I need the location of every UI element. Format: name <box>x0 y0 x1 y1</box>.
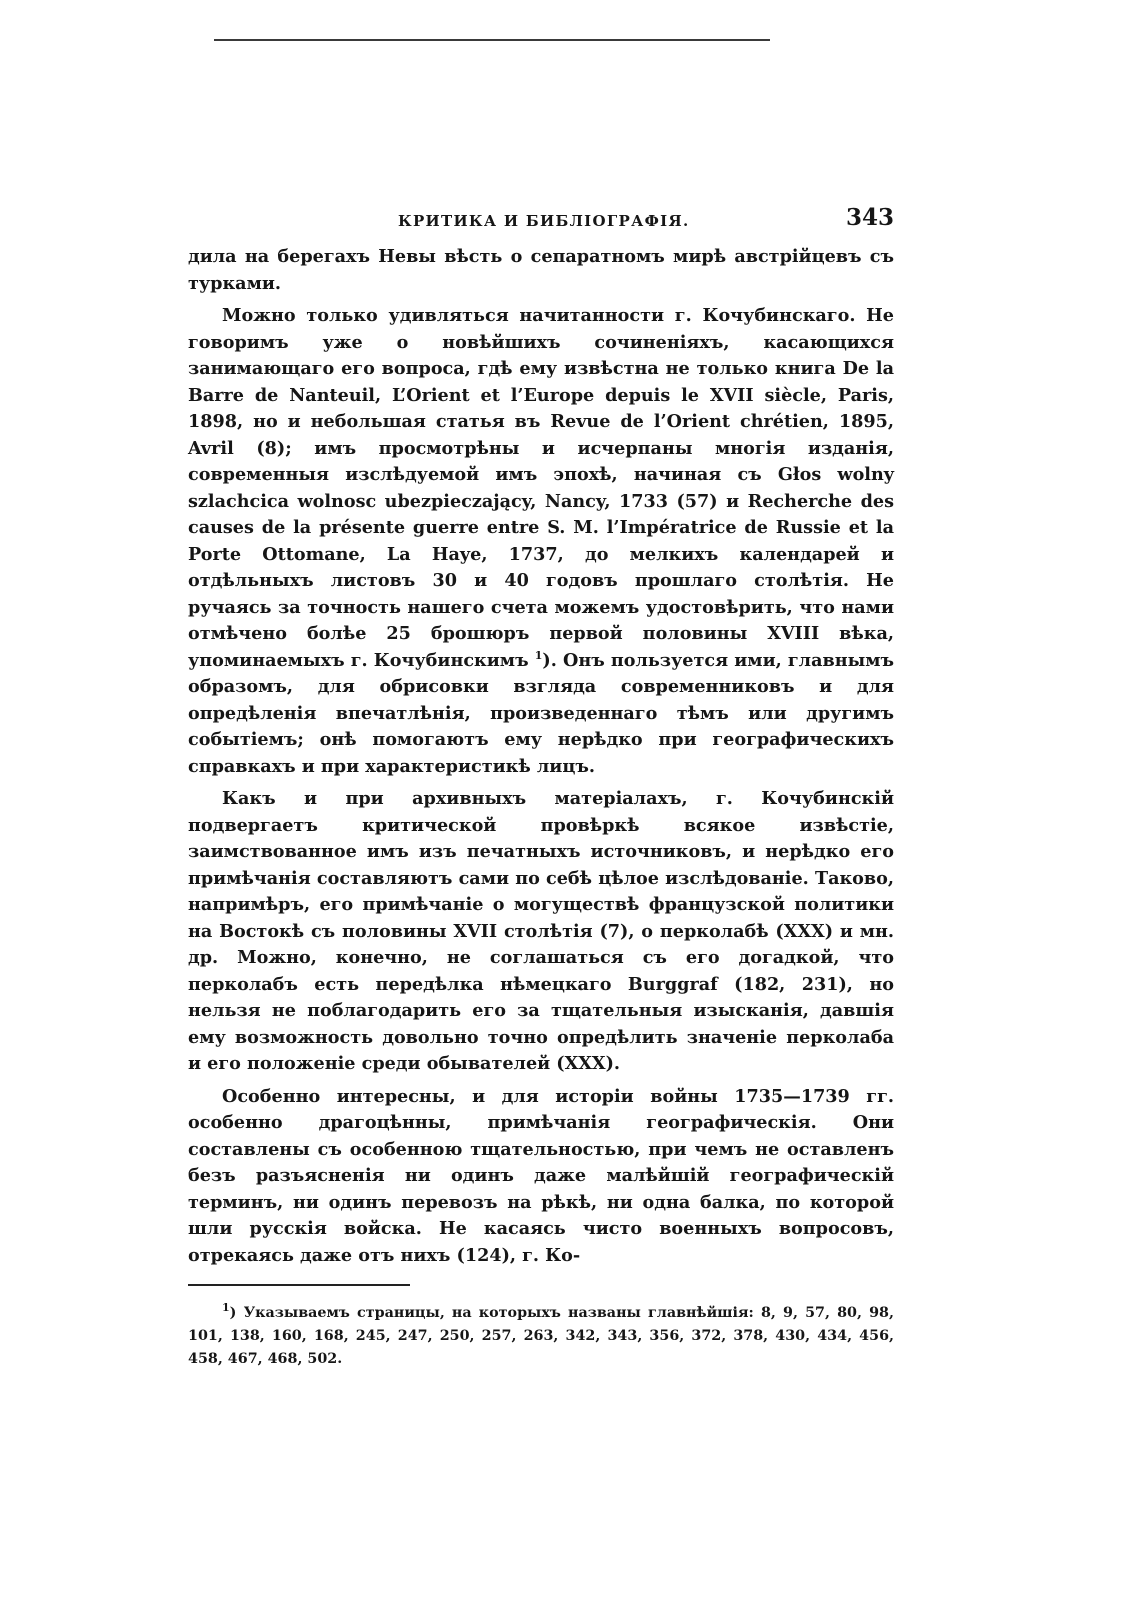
running-head <box>188 200 894 244</box>
footnote-reference: 1 <box>534 648 543 662</box>
paragraph-reading-text-cont: ). Онъ пользуется ими, главнымъ образомъ, для обрисовки взгляда современниковъ и для опредѣленія впечатлѣнія, произведеннаго тѣмъ или другимъ событіемъ; онѣ помогаютъ ему нерѣдко при географическихъ справкахъ и при характеристикѣ лицъ. <box>188 649 894 777</box>
footnote <box>188 1302 894 1371</box>
book-page <box>188 200 894 1371</box>
paragraph-continued: дила на берегахъ Невы вѣсть о сепаратномъ мирѣ австрійцевъ съ турками. <box>188 246 894 294</box>
footnote-text: ) Указываемъ страницы, на которыхъ названы главнѣйшія: 8, 9, 57, 80, 98, 101, 138, 160, 168, 245, 247, 250, 257, 263, 342, 343, 356, 372, 378, 430, 434, 456, 458, 467, 468, 502. <box>188 1304 894 1367</box>
page-number: 343 <box>845 204 894 231</box>
paragraph-reading-text: Можно только удивляться начитанности г. Кочубинскаго. Не говоримъ уже о новѣйшихъ сочиненіяхъ, касающихся занимающаго его вопроса, гдѣ ему извѣстна не только книга De la Barre de Nanteuil, L’Orient et l’Europe depuis le XVII siècle, Paris, 1898, но и небольшая статья въ Revue de l’Orient chrétien, 1895, Avril (8); имъ просмотрѣны и исчерпаны многія изданія, современныя изслѣдуемой имъ эпохѣ, начиная съ Głos wolny szlachcica wolnosc ubezpieczający, Nancy, 1733 (57) и Recherche des causes de la présente guerre entre S. M. l’Impératrice de Russie et la Porte Ottomane, La Haye, 1737, до мелкихъ календарей и отдѣльныхъ листовъ 30 и 40 годовъ прошлаго столѣтія. Не ручаясь за точность нашего счета можемъ удостовѣрить, что нами отмѣчено болѣе 25 брошюръ первой половины XVIII вѣка, упоминаемыхъ г. Кочубинскимъ <box>188 305 894 671</box>
paragraph-reading <box>188 303 894 780</box>
running-title: КРИТИКА И БИБЛІОГРАФІЯ. <box>398 212 690 230</box>
paragraph-geography: Особенно интересны, и для исторіи войны 1735—1739 гг. особенно драгоцѣнны, примѣчанія географическія. Они составлены съ особенною тщательностью, при чемъ не оставленъ безъ разъясненія ни одинъ даже малѣйшій географическій терминъ, ни одинъ перевозъ на рѣкѣ, ни одна балка, по которой шли русскія войска. Не касаясь чисто военныхъ вопросовъ, отрекаясь даже отъ нихъ (124), г. Ко- <box>188 1085 894 1266</box>
body-text <box>188 244 894 1269</box>
paragraph-criticism: Какъ и при архивныхъ матеріалахъ, г. Кочубинскій подвергаетъ критической провѣркѣ всякое извѣстіе, заимствованное имъ изъ печатныхъ источниковъ, и нерѣдко его примѣчанія составляютъ сами по себѣ цѣлое изслѣдованіе. Таково, напримѣръ, его примѣчаніе о могуществѣ французской политики на Востокѣ съ половины XVII столѣтія (7), о перколабѣ (XXX) и мн. др. Можно, конечно, не соглашаться съ его догадкой, что перколабъ есть передѣлка нѣмецкаго Burggraf (182, 231), но нельзя не поблагодарить его за тщательныя изысканія, давшія ему возможность довольно точно опредѣлить значеніе перколаба и его положеніе среди обывателей (XXX). <box>188 788 894 1074</box>
footnote-divider <box>188 1284 410 1286</box>
scan-edge-rule <box>214 39 770 41</box>
footnote-marker: 1 <box>222 1300 230 1314</box>
